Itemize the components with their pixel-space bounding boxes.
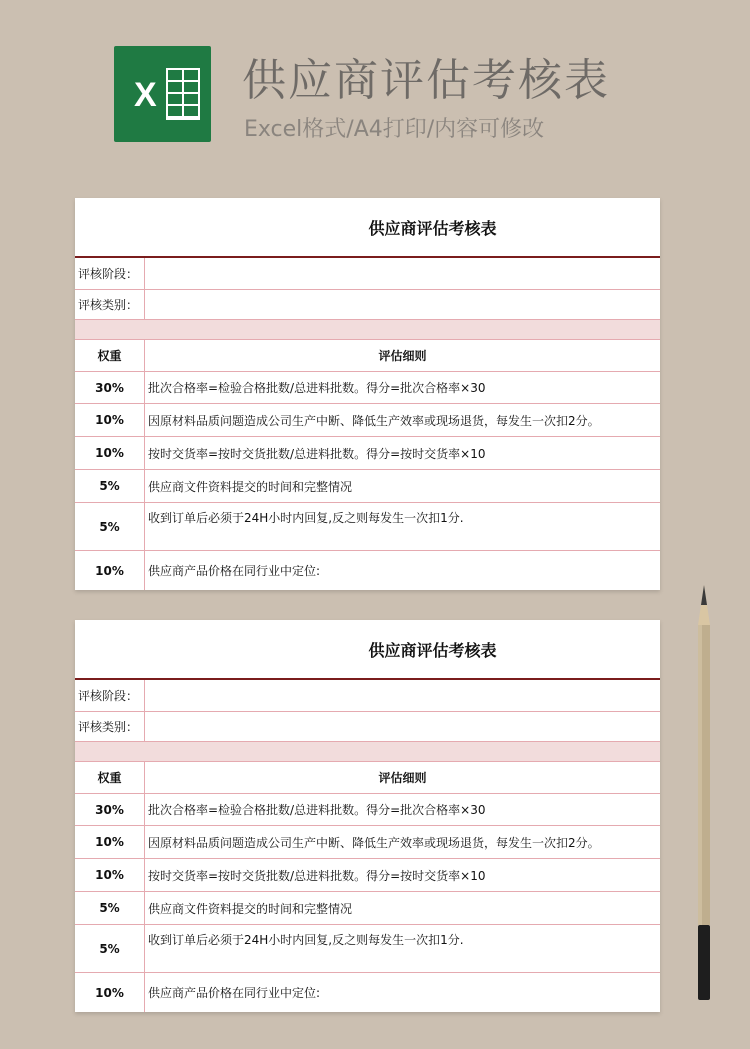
detail-column-header: 评估细则 [378,771,427,785]
sheet-title: 供应商评估考核表 [75,620,660,680]
detail-cell: 收到订单后必须于24H小时内回复,反之则每发生一次扣1分. [148,933,464,947]
stage-label: 评核阶段： [75,258,145,289]
table-row [75,794,660,826]
category-label: 评核类别： [75,290,145,319]
table-row [75,826,660,859]
detail-cell: 供应商文件资料提交的时间和完整情况 [148,901,353,916]
weight-cell: 5% [75,925,145,972]
pencil-highlight [698,625,702,925]
weight-cell: 30% [75,372,145,403]
weight-cell: 10% [75,551,145,590]
pencil-end [698,925,710,1000]
weight-cell: 10% [75,826,145,858]
stage-label: 评核阶段： [75,680,145,711]
table-row [75,404,660,437]
stage-value-cell[interactable] [145,258,660,289]
table-row [75,551,660,590]
category-value-cell[interactable] [145,712,660,741]
table-row [75,470,660,503]
spreadsheet-grid-icon [166,68,200,120]
detail-cell: 按时交货率=按时交货批数/总进料批数。得分=按时交货率×10 [148,446,486,461]
detail-cell: 供应商产品价格在同行业中定位: [148,986,321,1000]
table-row [75,503,660,551]
detail-cell: 供应商文件资料提交的时间和完整情况 [148,479,353,494]
table-row [75,892,660,925]
table-row [75,925,660,973]
page-title: 供应商评估考核表 [242,55,610,106]
weight-column-header: 权重 [75,762,145,793]
sheet-title: 供应商评估考核表 [75,198,660,258]
detail-cell: 批次合格率=检验合格批数/总进料批数。得分=批次合格率×30 [148,803,486,817]
detail-cell: 收到订单后必须于24H小时内回复,反之则每发生一次扣1分. [148,511,464,525]
weight-cell: 30% [75,794,145,825]
detail-cell: 按时交货率=按时交货批数/总进料批数。得分=按时交货率×10 [148,868,486,883]
sheet-preview-2 [75,620,660,1012]
weight-cell: 5% [75,470,145,502]
category-label: 评核类别： [75,712,145,741]
table-row [75,859,660,892]
separator-band [75,320,660,340]
excel-logo-icon [114,46,211,142]
pencil-lead [701,585,707,605]
category-value-cell[interactable] [145,290,660,319]
category-row [75,290,660,320]
detail-cell: 因原材料品质问题造成公司生产中断、降低生产效率或现场退货，每发生一次扣2分。 [148,835,600,850]
table-row [75,437,660,470]
stage-row [75,258,660,290]
stage-value-cell[interactable] [145,680,660,711]
table-header-row [75,762,660,794]
detail-column-header: 评估细则 [378,349,427,363]
excel-logo-letter: X [134,76,157,114]
weight-cell: 10% [75,437,145,469]
detail-cell: 批次合格率=检验合格批数/总进料批数。得分=批次合格率×30 [148,381,486,395]
table-header-row [75,340,660,372]
weight-cell: 5% [75,892,145,924]
stage-row [75,680,660,712]
table-row [75,973,660,1012]
weight-cell: 5% [75,503,145,550]
sheet-preview-1 [75,198,660,590]
weight-cell: 10% [75,973,145,1012]
detail-cell: 供应商产品价格在同行业中定位: [148,564,321,578]
weight-column-header: 权重 [75,340,145,371]
weight-cell: 10% [75,404,145,436]
table-row [75,372,660,404]
separator-band [75,742,660,762]
weight-cell: 10% [75,859,145,891]
pencil-icon [690,585,718,1005]
category-row [75,712,660,742]
page-subtitle: Excel格式/A4打印/内容可修改 [244,117,545,142]
detail-cell: 因原材料品质问题造成公司生产中断、降低生产效率或现场退货，每发生一次扣2分。 [148,413,600,428]
